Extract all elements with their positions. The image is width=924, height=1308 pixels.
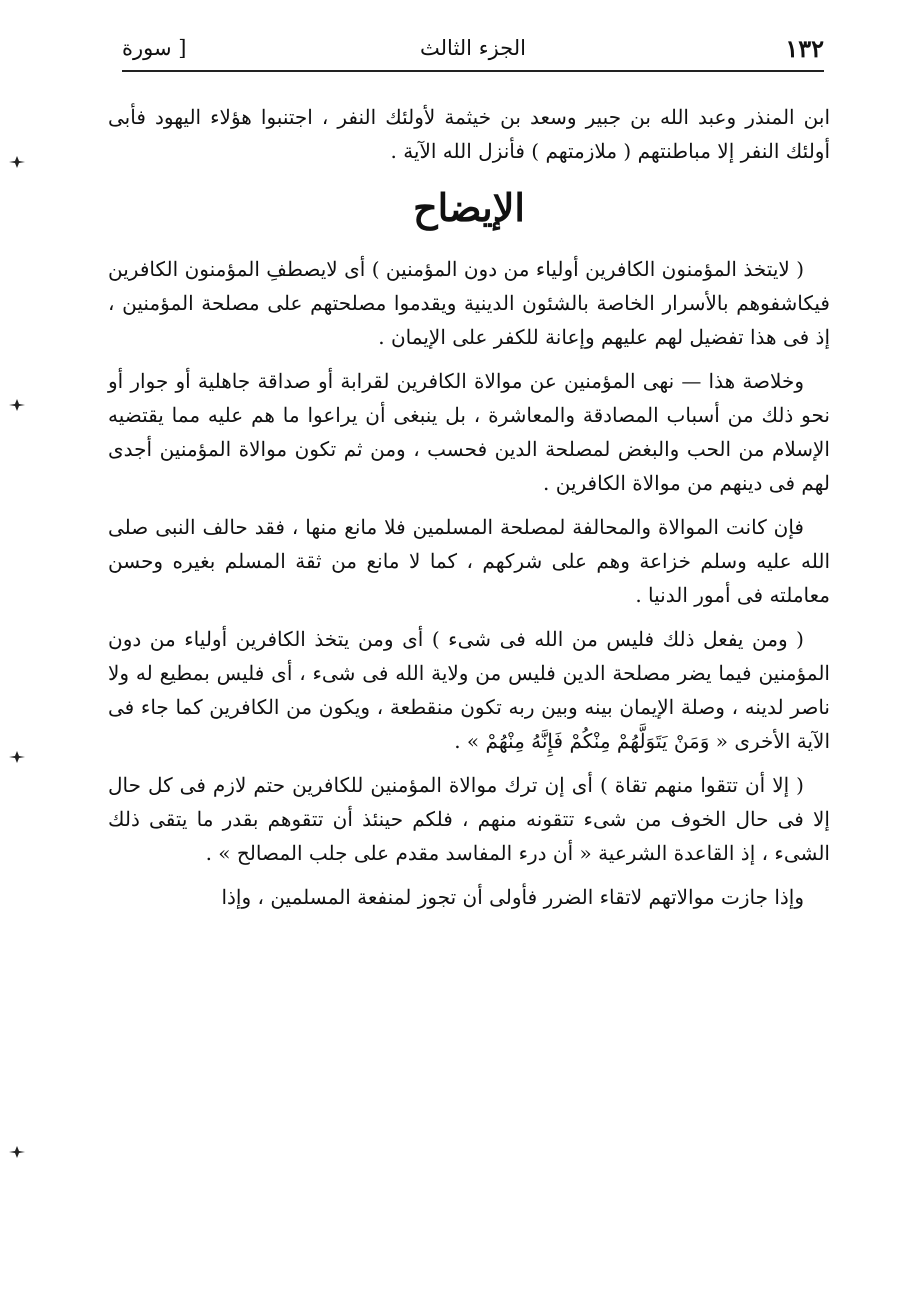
intro-line: فأبى أولئك النفر إلا مباطنتهم ( ملازمتهم ) فأنزل الله الآية . xyxy=(108,105,830,163)
header-rule xyxy=(122,70,824,72)
star-mark-icon xyxy=(8,155,26,169)
paragraph: ( ومن يفعل ذلك فليس من الله فى شىء ) أى ومن يتخذ الكافرين أولياء من دون المؤمنين فيما يضر مصلحة الدين فليس من ولاية الله فى شىء ، أى فليس بمطيع له ولا ناصر لدينه ، وصلة الإيمان بينه وبين ربه تكون منقطعة ، ويكون من الكافرين كما جاء فى الآية الأخرى « وَمَنْ يَتَوَلَّهُمْ مِنْكُمْ فَإِنَّهُ مِنْهُمْ » . xyxy=(108,627,830,753)
page-header xyxy=(122,28,824,72)
page-number: ١٣٢ xyxy=(785,34,824,63)
star-mark-icon xyxy=(8,398,26,412)
paragraph: ( إلا أن تتقوا منهم تقاة ) أى إن ترك موالاة المؤمنين للكافرين حتم لازم فى كل حال إلا فى حال الخوف من شىء تتقونه منهم ، فلكم حينئذ أن تتقوهم بقدر ما يتقى ذلك الشىء ، إذ القاعدة الشرعية « أن درء المفاسد مقدم على جلب المصالح » . xyxy=(108,773,830,865)
section-heading: الإيضاح xyxy=(413,185,525,230)
paragraph: وخلاصة هذا — نهى المؤمنين عن موالاة الكافرين لقرابة أو صداقة جاهلية أو جوار أو نحو ذلك من أسباب المصادقة والمعاشرة ، بل ينبغى أن يراعوا ما هم عليه مما يقتضيه الإسلام من الحب والبغض لمصلحة الدين فحسب ، ومن ثم تكون موالاة المؤمنين أجدى لهم فى دينهم من موالاة الكافرين . xyxy=(108,369,830,495)
page-body xyxy=(108,100,830,924)
intro-line: ابن المنذر وعبد الله بن جبير وسعد بن خيثمة لأولئك النفر ، اجتنبوا هؤلاء اليهود xyxy=(154,105,831,129)
star-mark-icon xyxy=(8,750,26,764)
paragraph: فإن كانت الموالاة والمحالفة لمصلحة المسلمين فلا مانع منها ، فقد حالف النبى صلى الله عليه وسلم خزاعة وهم على شركهم ، كما لا مانع من ثقة المسلم بغيره وحسن معاملته فى أمور الدنيا . xyxy=(108,515,830,607)
intro-paragraph xyxy=(108,100,830,168)
part-title: الجزء الثالث xyxy=(420,36,526,60)
star-mark-icon xyxy=(8,1145,26,1159)
surah-label: [ سورة xyxy=(122,36,187,60)
paragraph: ( لايتخذ المؤمنون الكافرين أولياء من دون المؤمنين ) أى لايصطفِ المؤمنون الكافرين فيكاشفوهم بالأسرار الخاصة بالشئون الدينية ويقدموا مصلحتهم على مصلحة المؤمنين ، إذ فى هذا تفضيل لهم عليهم وإعانة للكفر على الإيمان . xyxy=(108,257,830,349)
paragraph: وإذا جازت موالاتهم لاتقاء الضرر فأولى أن تجوز لمنفعة المسلمين ، وإذا xyxy=(221,885,804,909)
